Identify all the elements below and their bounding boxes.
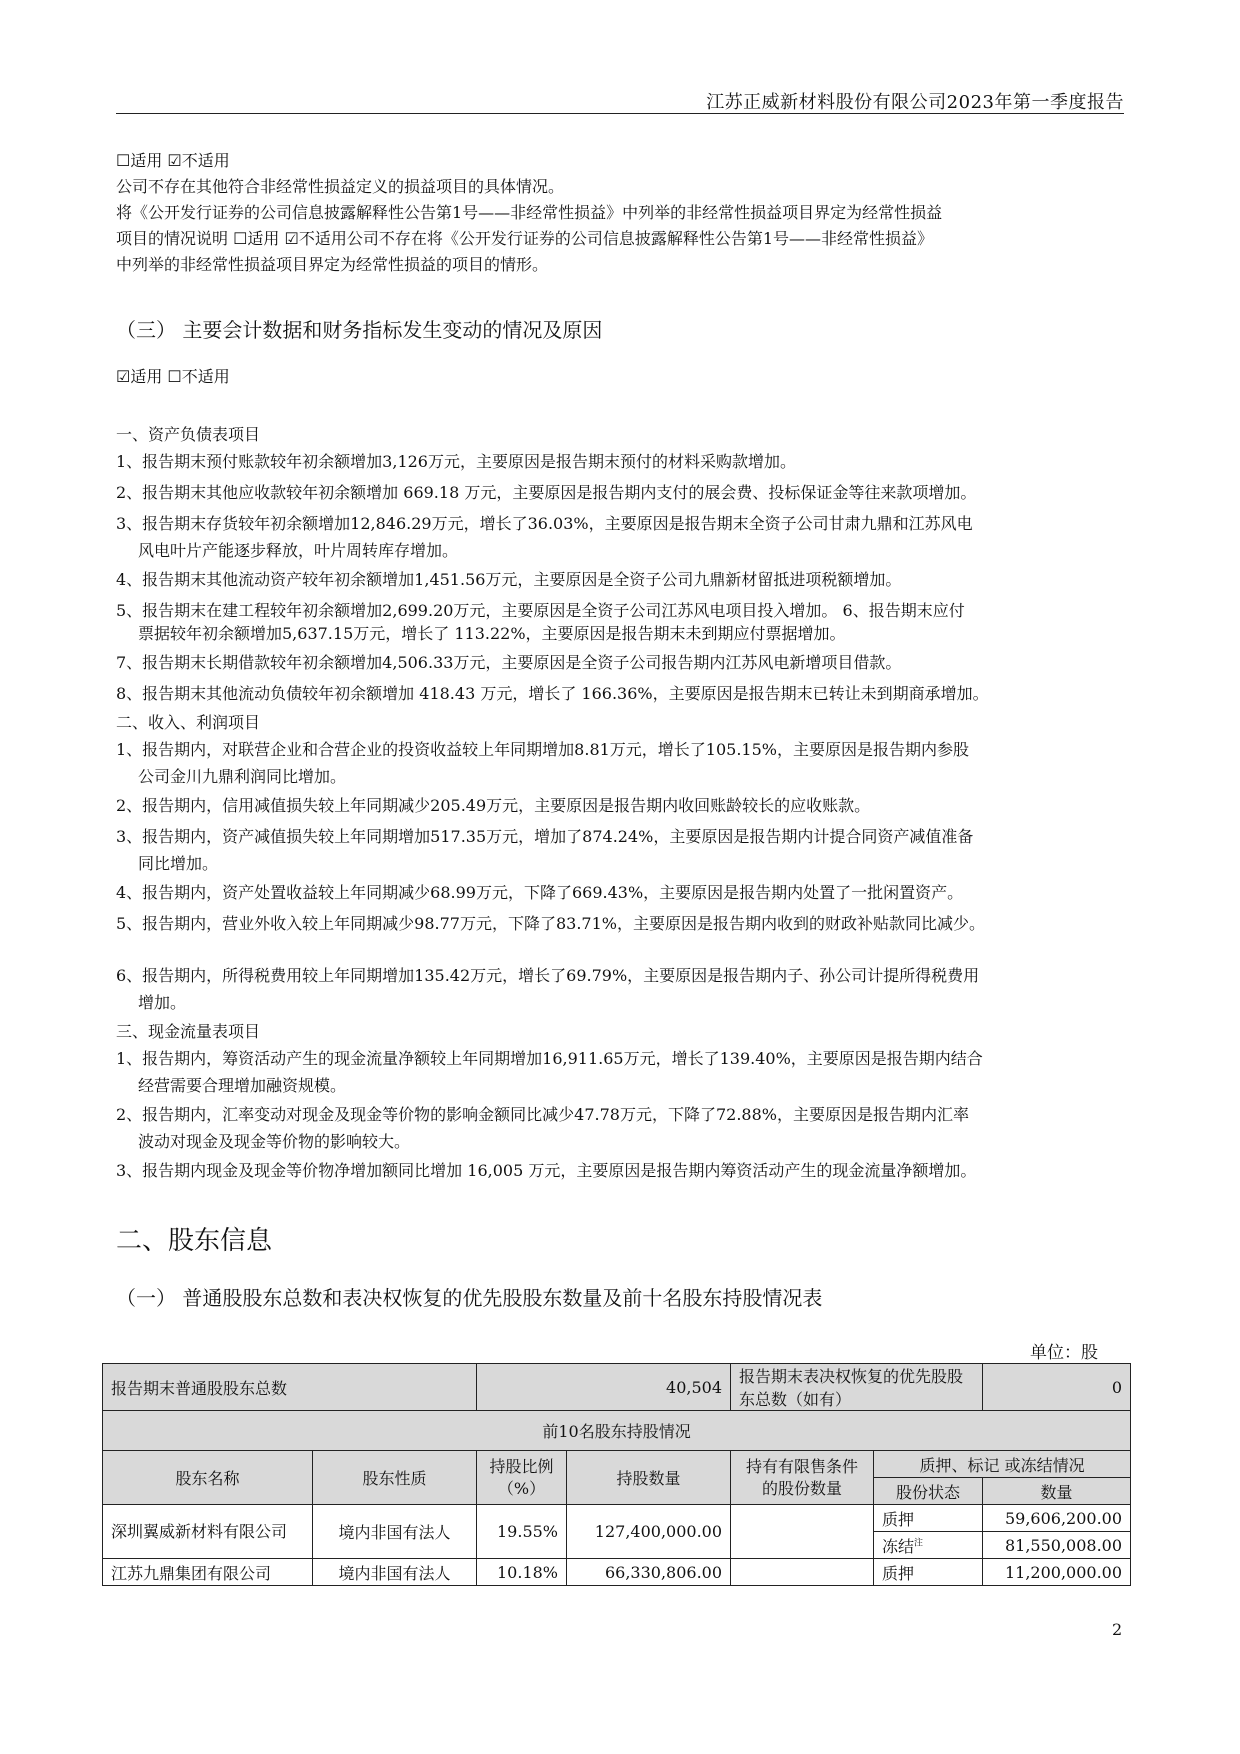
income-heading: 二、收入、利润项目 <box>116 713 261 732</box>
list-item-continued: 经营需要合理增加融资规模。 <box>138 1076 347 1095</box>
list-item: 1、报告期内，对联营企业和合营企业的投资收益较上年同期增加8.81万元，增长了105.15%，主要原因是报告期内参股 <box>116 740 969 759</box>
balance-heading: 一、资产负债表项目 <box>116 425 261 444</box>
col-header-amount: 数量 <box>983 1478 1131 1505</box>
preferred-shareholders-label: 报告期末表决权恢复的优先股股东总数（如有） <box>731 1364 983 1411</box>
table-row <box>103 1505 1131 1532</box>
shareholder-table <box>102 1363 1131 1586</box>
pledge-amount: 59,606,200.00 <box>983 1505 1131 1532</box>
list-item: 4、报告期内，资产处置收益较上年同期减少68.99万元，下降了669.43%，主要原因是报告期内处置了一批闲置资产。 <box>116 883 964 902</box>
table-row <box>103 1559 1131 1586</box>
unit-label: 单位：股 <box>1030 1343 1098 1363</box>
list-item: 1、报告期内，筹资活动产生的现金流量净额较上年同期增加16,911.65万元，增长了139.40%，主要原因是报告期内结合 <box>116 1049 983 1068</box>
intro-line: 项目的情况说明 ☐适用 ☑不适用公司不存在将《公开发行证券的公司信息披露解释性公告第1号——非经常性损益》 <box>116 229 934 248</box>
shareholder-name: 深圳翼威新材料有限公司 <box>103 1505 313 1559</box>
shareholder-ratio: 10.18% <box>477 1559 567 1586</box>
intro-line: 将《公开发行证券的公司信息披露解释性公告第1号——非经常性损益》中列举的非经常性损益项目界定为经常性损益 <box>116 203 943 222</box>
col-header-ratio: 持股比例（%） <box>477 1451 567 1505</box>
col-header-nature: 股东性质 <box>313 1451 477 1505</box>
preferred-shareholders-value: 0 <box>983 1364 1131 1411</box>
pledge-status: 质押 <box>874 1559 983 1586</box>
freeze-amount: 81,550,008.00 <box>983 1532 1131 1559</box>
total-shareholders-value: 40,504 <box>477 1364 731 1411</box>
col-header-name: 股东名称 <box>103 1451 313 1505</box>
section-subtitle: （一） 普通股股东总数和表决权恢复的优先股股东数量及前十名股东持股情况表 <box>116 1286 823 1310</box>
col-header-qty: 持股数量 <box>567 1451 731 1505</box>
top10-header: 前10名股东持股情况 <box>103 1411 1131 1451</box>
shareholder-ratio: 19.55% <box>477 1505 567 1559</box>
list-item: 3、报告期内，资产减值损失较上年同期增加517.35万元，增加了874.24%，主要原因是报告期内计提合同资产减值准备 <box>116 827 974 846</box>
freeze-status <box>874 1532 983 1559</box>
pledge-status: 质押 <box>874 1505 983 1532</box>
list-item-continued: 波动对现金及现金等价物的影响较大。 <box>138 1132 411 1151</box>
list-item: 5、报告期末在建工程较年初余额增加2,699.20万元，主要原因是全资子公司江苏风电项目投入增加。 6、报告期末应付 <box>116 601 965 620</box>
section-title: 二、股东信息 <box>116 1226 273 1256</box>
list-item-continued: 增加。 <box>138 993 187 1012</box>
list-item: 8、报告期末其他流动负债较年初余额增加 418.43 万元，增长了 166.36%，主要原因是报告期末已转让未到期商承增加。 <box>116 684 989 703</box>
list-item: 3、报告期末存货较年初余额增加12,846.29万元，增长了36.03%，主要原因是报告期末全资子公司甘肃九鼎和江苏风电 <box>116 514 973 533</box>
col-header-restricted: 持有有限售条件的股份数量 <box>731 1451 874 1505</box>
intro-line: 公司不存在其他符合非经常性损益定义的损益项目的具体情况。 <box>116 177 565 196</box>
shareholder-restricted <box>731 1505 874 1559</box>
footnote-marker: 注 <box>914 1538 924 1549</box>
shareholder-nature: 境内非国有法人 <box>313 1505 477 1559</box>
col-header-status: 股份状态 <box>874 1478 983 1505</box>
list-item: 6、报告期内，所得税费用较上年同期增加135.42万元，增长了69.79%，主要原因是报告期内子、孙公司计提所得税费用 <box>116 966 980 985</box>
list-item: 4、报告期末其他流动资产较年初余额增加1,451.56万元，主要原因是全资子公司九鼎新材留抵进项税额增加。 <box>116 570 902 589</box>
freeze-status-label: 冻结 <box>882 1536 915 1556</box>
section-heading: （三） 主要会计数据和财务指标发生变动的情况及原因 <box>116 318 603 342</box>
list-item: 2、报告期内，信用减值损失较上年同期减少205.49万元，主要原因是报告期内收回账龄较长的应收账款。 <box>116 796 871 815</box>
report-header-title: 江苏正威新材料股份有限公司2023年第一季度报告 <box>706 92 1124 113</box>
list-item-continued: 风电叶片产能逐步释放，叶片周转库存增加。 <box>138 541 459 560</box>
list-item-continued: 公司金川九鼎利润同比增加。 <box>138 767 347 786</box>
page-number: 2 <box>1112 1620 1123 1639</box>
cashflow-heading: 三、现金流量表项目 <box>116 1022 261 1041</box>
shareholder-restricted <box>731 1559 874 1586</box>
list-item: 7、报告期末长期借款较年初余额增加4,506.33万元，主要原因是全资子公司报告期内江苏风电新增项目借款。 <box>116 653 902 672</box>
list-item: 2、报告期内，汇率变动对现金及现金等价物的影响金额同比减少47.78万元，下降了72.88%，主要原因是报告期内汇率 <box>116 1105 969 1124</box>
list-item-continued: 票据较年初余额增加5,637.15万元，增长了 113.22%，主要原因是报告期末未到期应付票据增加。 <box>138 624 846 643</box>
shareholder-nature: 境内非国有法人 <box>313 1559 477 1586</box>
list-item: 1、报告期末预付账款较年初余额增加3,126万元，主要原因是报告期末预付的材料采购款增加。 <box>116 452 796 471</box>
shareholder-name: 江苏九鼎集团有限公司 <box>103 1559 313 1586</box>
pledge-amount: 11,200,000.00 <box>983 1559 1131 1586</box>
list-item-continued: 同比增加。 <box>138 854 219 873</box>
intro-applicability: ☐适用 ☑不适用 <box>116 151 230 170</box>
shareholder-qty: 66,330,806.00 <box>567 1559 731 1586</box>
list-item: 2、报告期末其他应收款较年初余额增加 669.18 万元，主要原因是报告期内支付的展会费、投标保证金等往来款项增加。 <box>116 483 977 502</box>
shareholder-qty: 127,400,000.00 <box>567 1505 731 1559</box>
list-item: 5、报告期内，营业外收入较上年同期减少98.77万元，下降了83.71%，主要原因是报告期内收到的财政补贴款同比减少。 <box>116 914 985 933</box>
list-item: 3、报告期内现金及现金等价物净增加额同比增加 16,005 万元，主要原因是报告期内筹资活动产生的现金流量净额增加。 <box>116 1161 977 1180</box>
section-applicability: ☑适用 ☐不适用 <box>116 367 230 386</box>
intro-line: 中列举的非经常性损益项目界定为经常性损益的项目的情形。 <box>116 255 549 274</box>
total-shareholders-label: 报告期末普通股股东总数 <box>103 1364 477 1411</box>
col-header-pledge: 质押、标记 或冻结情况 <box>874 1451 1131 1478</box>
header-divider <box>116 113 1124 114</box>
